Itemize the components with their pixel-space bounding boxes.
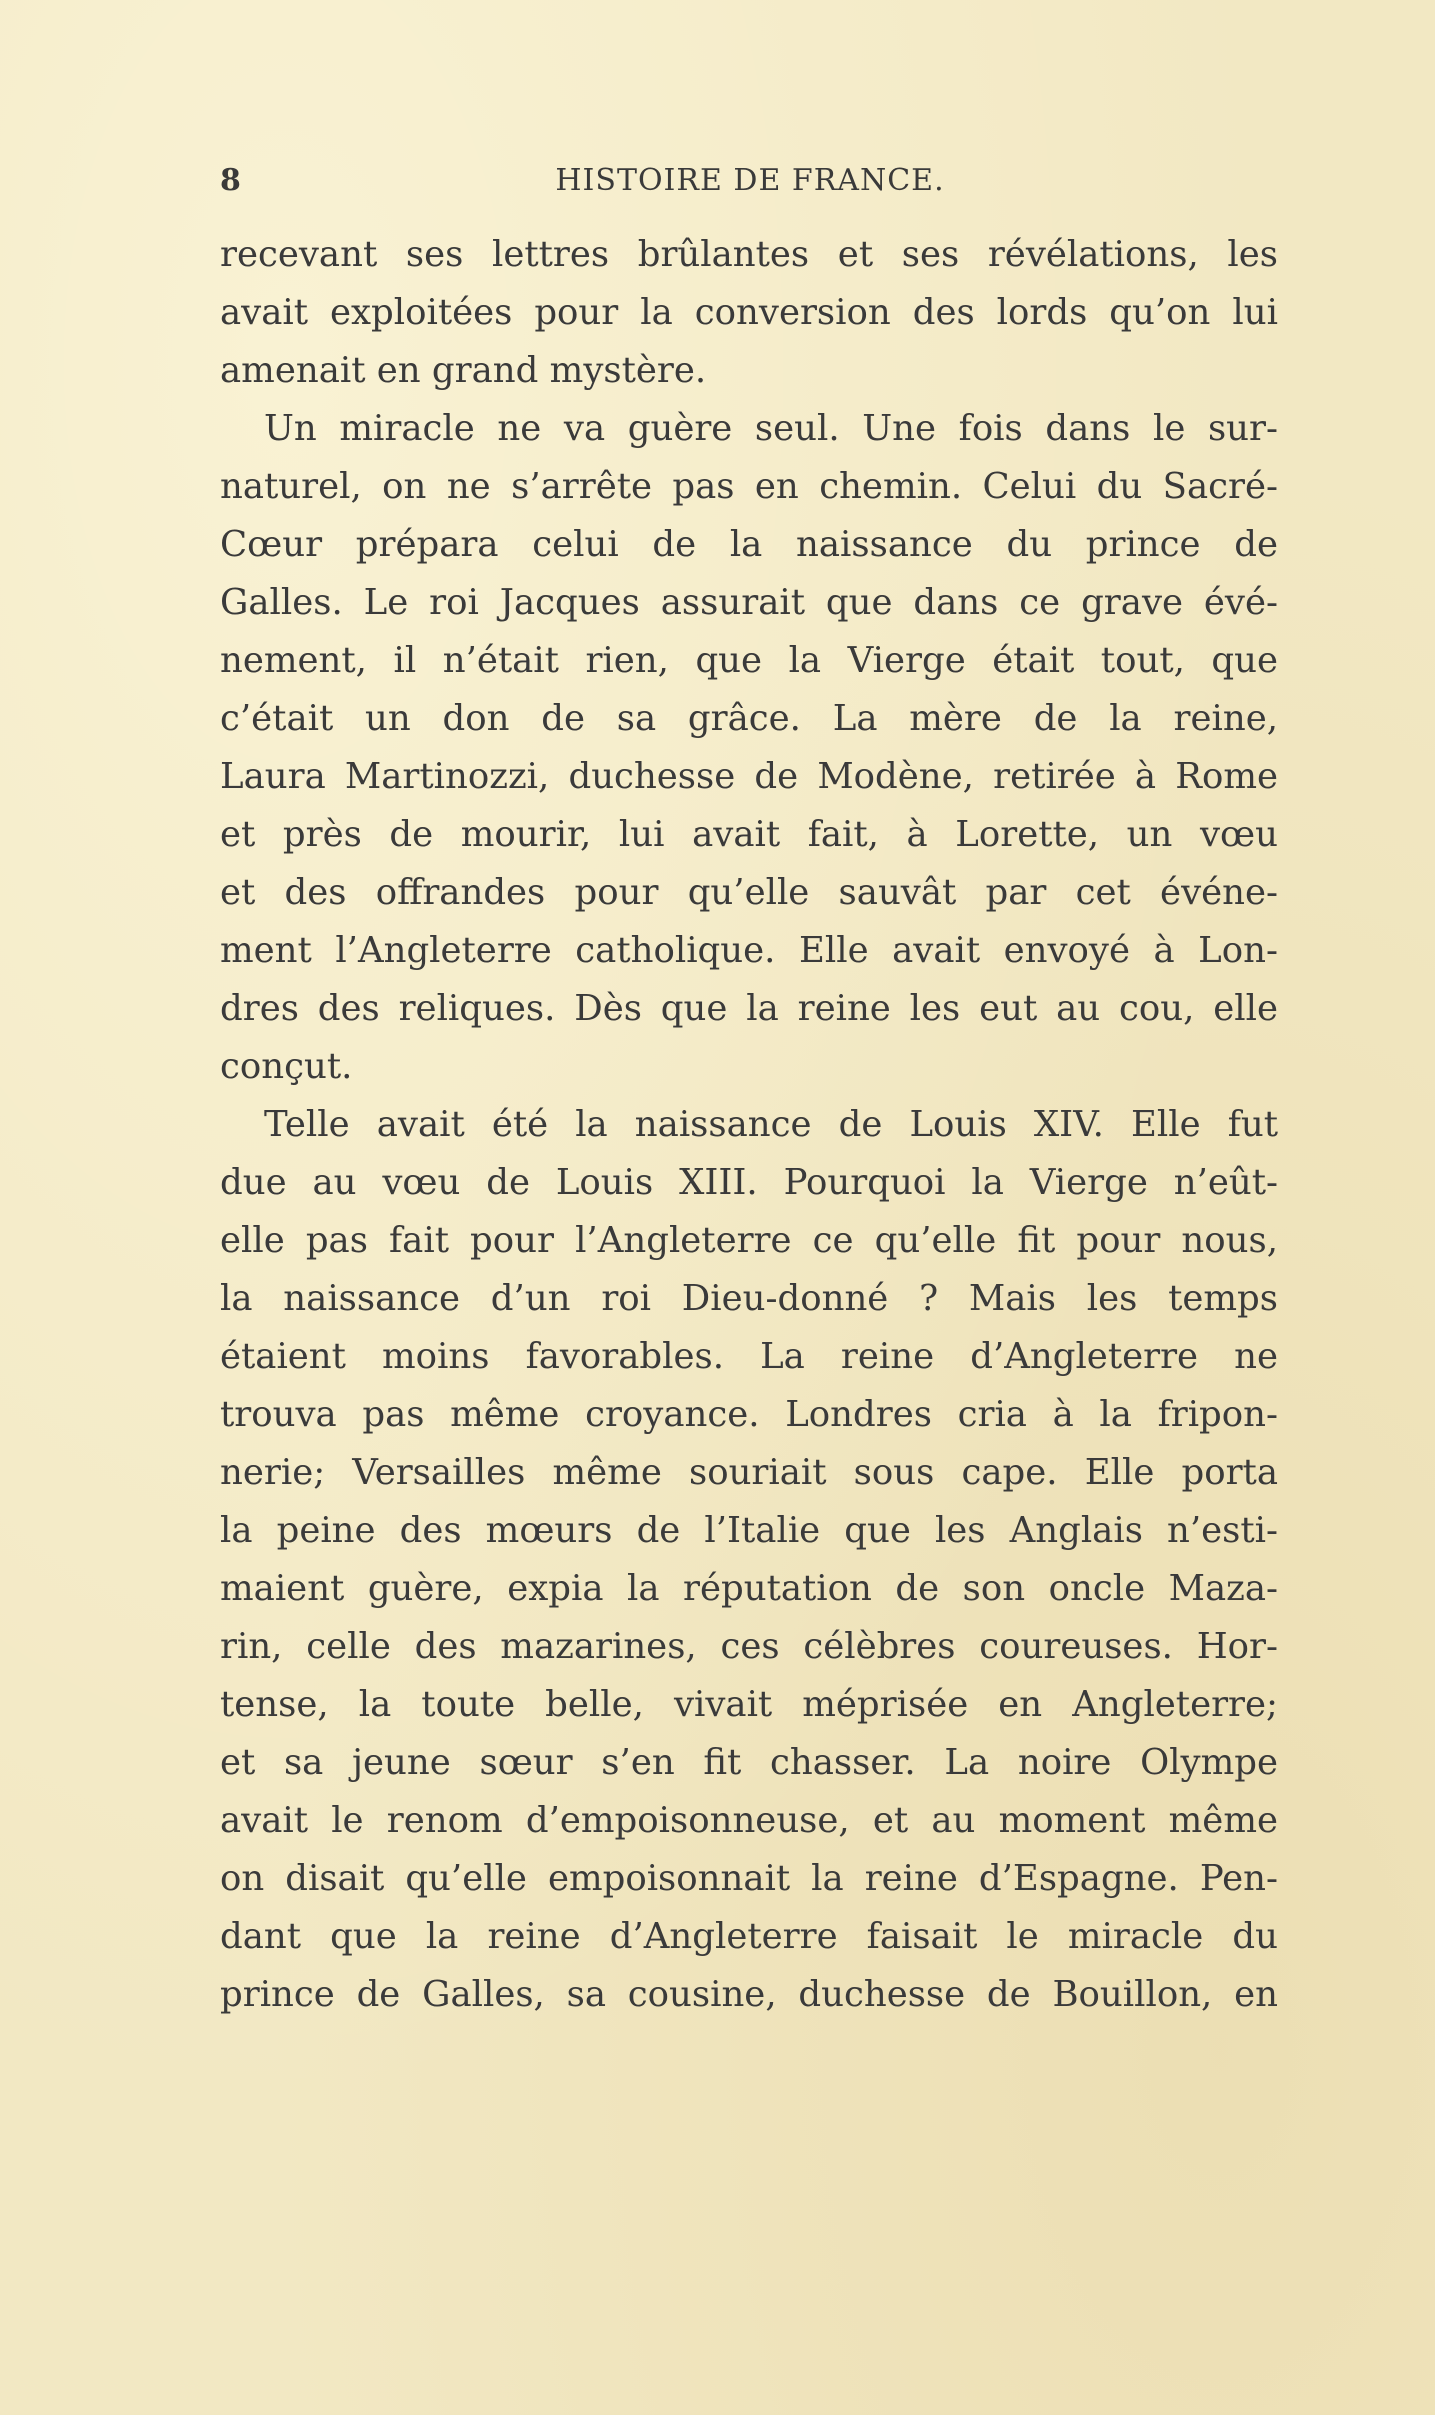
text-line: rin, celle des mazarines, ces célèbres coureuses. Hor- (220, 1626, 1278, 1667)
text-line: tense, la toute belle, vivait méprisée en Angleterre; (220, 1684, 1278, 1725)
text-line: Telle avait été la naissance de Louis XIV. Elle fut (264, 1104, 1278, 1145)
text-line: dres des reliques. Dès que la reine les eut au cou, elle (220, 988, 1278, 1029)
text-line: trouva pas même croyance. Londres cria à la fripon- (220, 1394, 1278, 1435)
body-text (220, 226, 1278, 2024)
text-line: prince de Galles, sa cousine, duchesse de Bouillon, en (220, 1974, 1278, 2015)
text-line: conçut. (220, 1046, 353, 1087)
text-line: et sa jeune sœur s’en fit chasser. La noire Olympe (220, 1742, 1278, 1783)
text-line: Laura Martinozzi, duchesse de Modène, retirée à Rome (220, 756, 1278, 797)
page-header (220, 163, 1280, 207)
text-line: Cœur prépara celui de la naissance du prince de (220, 524, 1278, 565)
text-line: recevant ses lettres brûlantes et ses révélations, les (220, 234, 1278, 275)
text-line: on disait qu’elle empoisonnait la reine d’Espagne. Pen- (220, 1858, 1278, 1899)
page-number: 8 (220, 163, 242, 198)
text-line: étaient moins favorables. La reine d’Angleterre ne (220, 1336, 1278, 1377)
text-line: nerie; Versailles même souriait sous cape. Elle porta (220, 1452, 1278, 1493)
text-line: la naissance d’un roi Dieu-donné ? Mais les temps (220, 1278, 1278, 1319)
text-line: elle pas fait pour l’Angleterre ce qu’elle fit pour nous, (220, 1220, 1278, 1261)
text-line: naturel, on ne s’arrête pas en chemin. Celui du Sacré- (220, 466, 1278, 507)
text-line: due au vœu de Louis XIII. Pourquoi la Vierge n’eût- (220, 1162, 1278, 1203)
text-line: Un miracle ne va guère seul. Une fois dans le sur- (264, 408, 1278, 449)
text-line: c’était un don de sa grâce. La mère de la reine, (220, 698, 1278, 739)
text-line: ment l’Angleterre catholique. Elle avait envoyé à Lon- (220, 930, 1278, 971)
text-line: la peine des mœurs de l’Italie que les Anglais n’esti- (220, 1510, 1278, 1551)
text-line: dant que la reine d’Angleterre faisait le miracle du (220, 1916, 1278, 1957)
text-line: avait exploitées pour la conversion des lords qu’on lui (220, 292, 1278, 333)
running-title: HISTOIRE DE FRANCE. (555, 163, 945, 198)
text-line: avait le renom d’empoisonneuse, et au moment même (220, 1800, 1278, 1841)
text-line: et des offrandes pour qu’elle sauvât par cet événe- (220, 872, 1278, 913)
text-line: Galles. Le roi Jacques assurait que dans ce grave évé- (220, 582, 1278, 623)
text-line: amenait en grand mystère. (220, 350, 707, 391)
text-line: nement, il n’était rien, que la Vierge était tout, que (220, 640, 1278, 681)
text-line: et près de mourir, lui avait fait, à Lorette, un vœu (220, 814, 1278, 855)
text-line: maient guère, expia la réputation de son oncle Maza- (220, 1568, 1278, 1609)
